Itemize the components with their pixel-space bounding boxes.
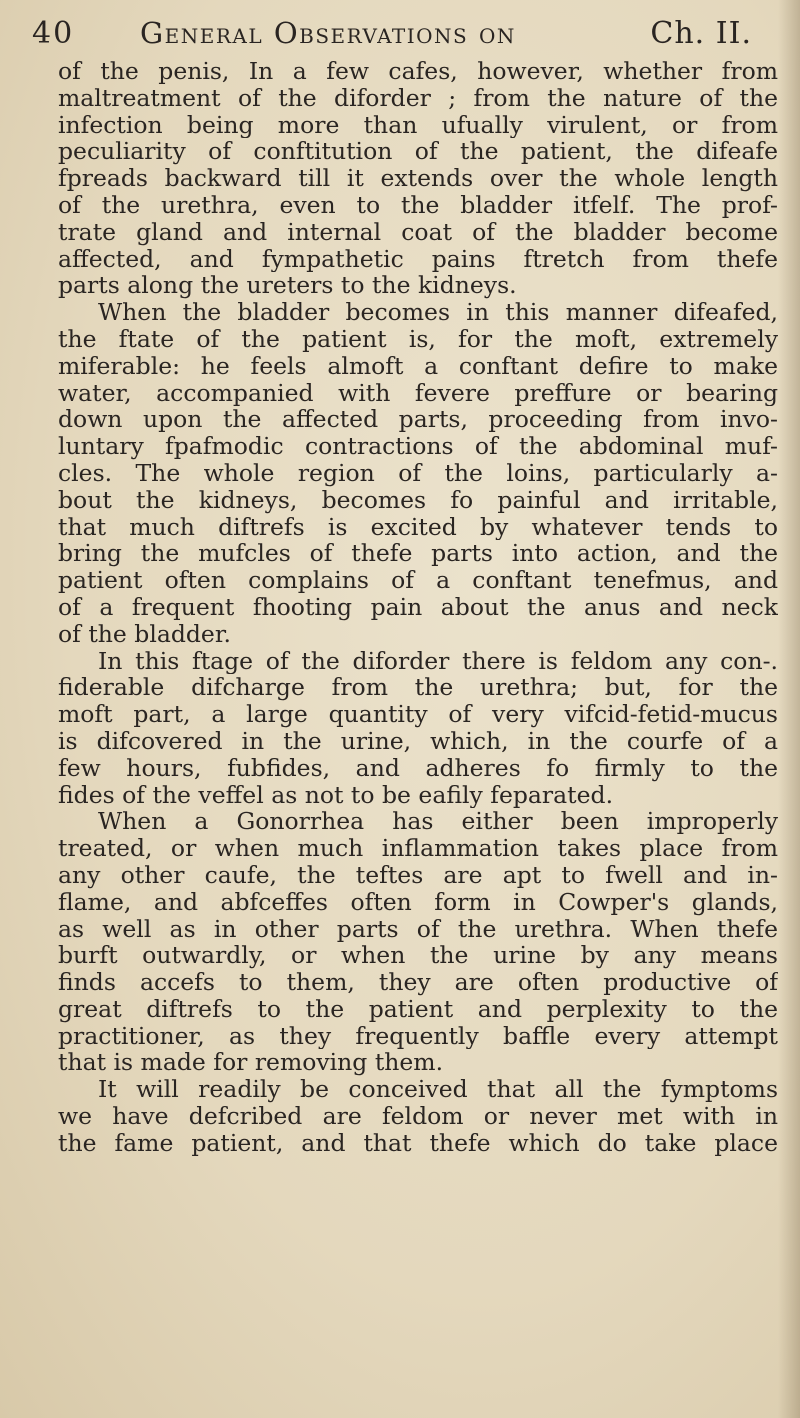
text-line: It will readily be conceived that all the fymptoms xyxy=(98,1076,778,1104)
text-line: is difcovered in the urine, which, in the courfe of a xyxy=(58,727,778,755)
text-line: the ftate of the patient is, for the moft, extremely xyxy=(58,325,778,353)
text-line: bout the kidneys, becomes fo painful and irritable, xyxy=(58,486,778,514)
text-line: fiderable difcharge from the urethra; but, for the xyxy=(58,674,778,702)
text-line: parts along the ureters to the kidneys. xyxy=(58,272,517,300)
text-line: of the penis, In a few cafes, however, whether from xyxy=(58,58,778,85)
page-edge-shadow xyxy=(778,0,800,1418)
text-line: flame, and abfceffes often form in Cowper's glands, xyxy=(58,888,778,916)
text-line: luntary fpafmodic contractions of the abdominal muf- xyxy=(58,433,778,460)
text-line: cles. The whole region of the loins, particularly a- xyxy=(58,459,778,487)
text-line: water, accompanied with fevere preffure or bearing xyxy=(58,379,778,407)
text-line: that much diftrefs is excited by whatever tends to xyxy=(58,513,778,541)
body-text xyxy=(58,58,778,1157)
text-line: In this ftage of the diforder there is feldom any con-. xyxy=(98,647,778,675)
text-line: practitioner, as they frequently baffle every attempt xyxy=(58,1022,778,1050)
running-head: General Observations on xyxy=(140,16,516,50)
text-line: down upon the affected parts, proceeding from invo- xyxy=(58,406,778,434)
text-line: as well as in other parts of the urethra. When thefe xyxy=(58,915,778,943)
text-line: When the bladder becomes in this manner difeafed, xyxy=(98,299,778,326)
text-line: the fame patient, and that thefe which do take place xyxy=(58,1129,778,1157)
text-line: great diftrefs to the patient and perplexity to the xyxy=(58,995,778,1023)
text-line: of the bladder. xyxy=(58,620,231,648)
page-number: 40 xyxy=(32,16,75,51)
text-line: fpreads backward till it extends over the whole length xyxy=(58,165,778,192)
text-line: When a Gonorrhea has either been improperly xyxy=(98,808,778,836)
text-line: few hours, fubfides, and adheres fo firmly to the xyxy=(58,754,778,782)
text-line: peculiarity of conftitution of the patient, the difeafe xyxy=(58,138,778,166)
text-line: that is made for removing them. xyxy=(58,1049,444,1077)
text-line: treated, or when much inflammation takes place from xyxy=(58,835,778,862)
text-line: affected, and fympathetic pains ftretch from thefe xyxy=(58,245,778,273)
text-line: we have defcribed are feldom or never met with in xyxy=(58,1103,778,1130)
text-line: maltreatment of the diforder ; from the nature of the xyxy=(58,84,778,112)
text-line: any other caufe, the teftes are apt to fwell and in- xyxy=(58,861,778,889)
chapter-label: Ch. II. xyxy=(650,16,752,51)
text-line: of a frequent fhooting pain about the anus and neck xyxy=(58,593,778,621)
text-line: burft outwardly, or when the urine by any means xyxy=(58,942,778,970)
text-line: fides of the veffel as not to be eafily feparated. xyxy=(58,781,614,809)
text-line: trate gland and internal coat of the bladder become xyxy=(58,218,778,246)
text-line: finds accefs to them, they are often productive of xyxy=(58,969,778,996)
text-line: patient often complains of a conftant tenefmus, and xyxy=(58,567,778,594)
text-line: infection being more than ufually virulent, or from xyxy=(58,111,778,139)
text-line: miferable: he feels almoft a conftant defire to make xyxy=(58,352,778,380)
text-line: bring the mufcles of thefe parts into action, and the xyxy=(58,540,778,568)
text-line: of the urethra, even to the bladder itfelf. The prof- xyxy=(58,191,778,219)
page-header xyxy=(24,10,766,62)
text-line: moft part, a large quantity of very vifcid-fetid-mucus xyxy=(58,701,778,728)
